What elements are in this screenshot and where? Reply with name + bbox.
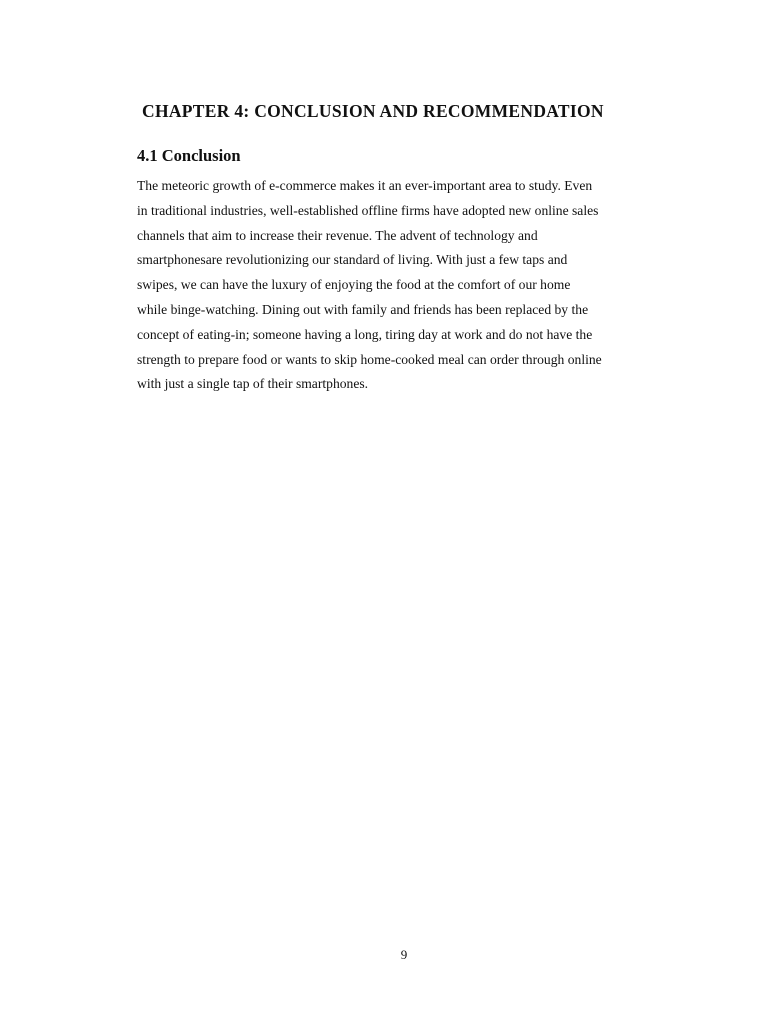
paragraph-line: concept of eating-in; someone having a long, tiring day at work and do not have the: [137, 326, 593, 342]
paragraph-line: smartphonesare revolutionizing our standard of living. With just a few taps and: [137, 252, 568, 268]
paragraph-line: channels that aim to increase their revenue. The advent of technology and: [137, 227, 538, 243]
paragraph-line: while binge-watching. Dining out with family and friends has been replaced by the: [137, 301, 589, 317]
chapter-title: CHAPTER 4: CONCLUSION AND RECOMMENDATION: [142, 101, 604, 121]
paragraph-line: swipes, we can have the luxury of enjoying the food at the comfort of our home: [137, 277, 571, 293]
paragraph-line: The meteoric growth of e-commerce makes it an ever-important area to study. Even: [137, 178, 593, 193]
paragraph-line: in traditional industries, well-established offline firms have adopted new online sales: [137, 202, 599, 218]
paragraph-line: with just a single tap of their smartphones.: [137, 376, 369, 392]
page-number: 9: [400, 947, 408, 962]
conclusion-paragraph: [137, 174, 677, 397]
section-heading: 4.1 Conclusion: [137, 146, 241, 165]
paragraph-line: strength to prepare food or wants to skip home-cooked meal can order through online: [137, 351, 602, 367]
